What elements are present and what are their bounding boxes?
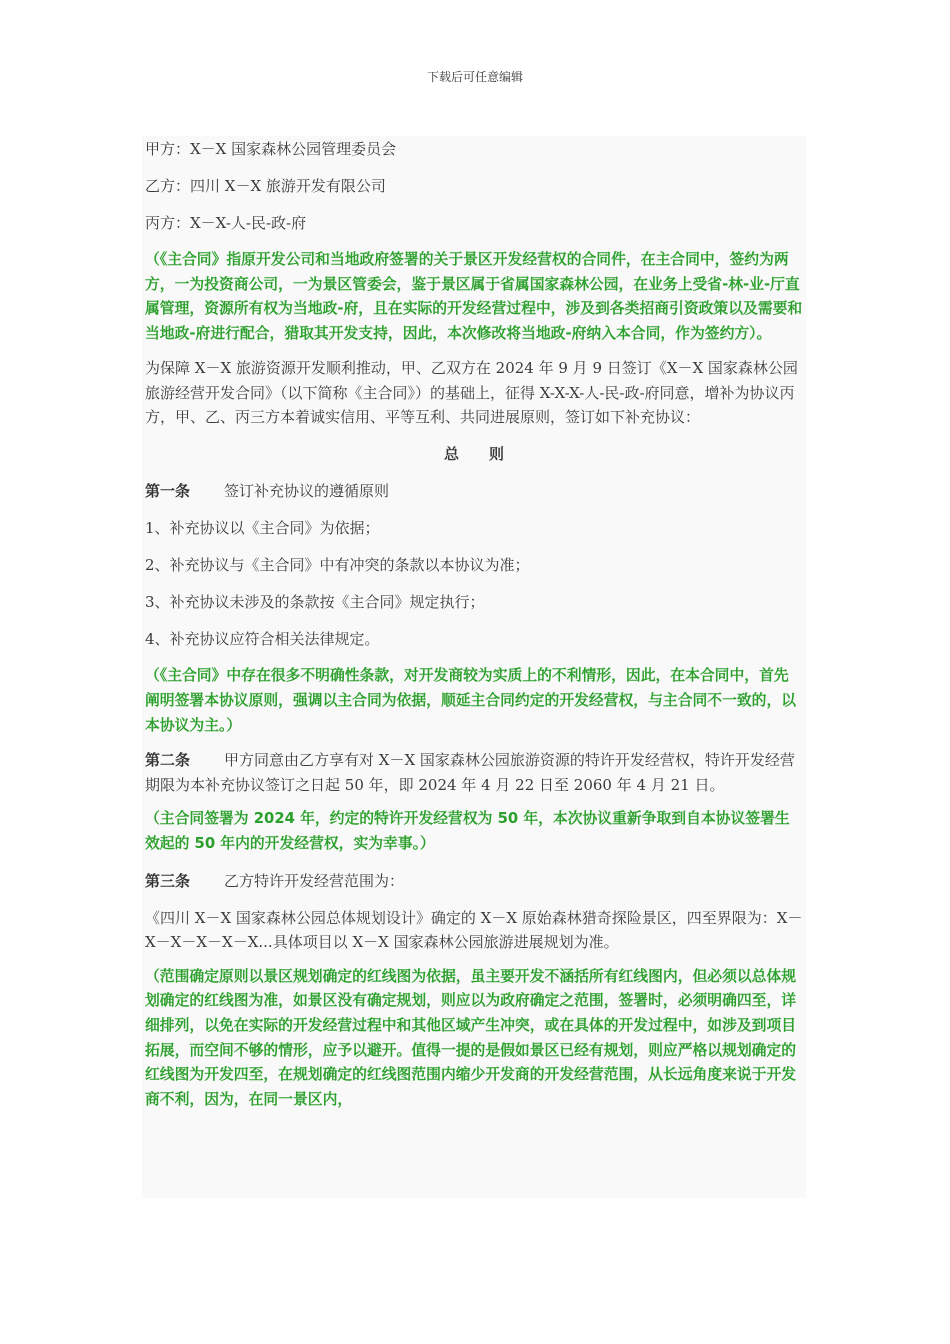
party-c: 丙方：X－X-人-民-政-府: [145, 214, 307, 232]
section-title-char-2: 则: [489, 445, 505, 464]
note-principles: （《主合同》中存在很多不明确性条款，对开发商较为实质上的不利情形，因此，在本合同中，首先阐明签署本协议原则，强调以主合同为依据，顺延主合同约定的开发经营权，与主合同不一致的，以本协议为主。）: [145, 667, 797, 734]
article-1-title: 签订补充协议的遵循原则: [224, 482, 390, 501]
party-a: 甲方：X－X 国家森林公园管理委员会: [145, 140, 397, 158]
article-2-label: 第二条: [145, 751, 191, 770]
article-1-label: 第一条: [145, 482, 191, 501]
article-3-heading: [142, 869, 806, 894]
article-2: [142, 748, 806, 797]
article-1-item-1: 1、补充协议以《主合同》为依据；: [145, 519, 380, 538]
article-1-heading: [142, 479, 806, 504]
article-1-item-4: 4、补充协议应符合相关法律规定。: [145, 630, 380, 649]
article-2-text: 甲方同意由乙方享有对 X－X 国家森林公园旅游资源的特许开发经营权，特许开发经营期限为本补充协议签订之日起 50 年，即 2024 年 4 月 22 日至 2060 年 4 月 21 日。: [145, 751, 795, 794]
section-title: [142, 442, 806, 467]
article-1-item-2: 2、补充协议与《主合同》中有冲突的条款以本协议为准；: [145, 556, 530, 575]
article-3-text: 《四川 X－X 国家森林公园总体规划设计》确定的 X－X 原始森林猎奇探险景区，四至界限为：X－X－X－X－X－X...具体项目以 X－X 国家森林公园旅游进展规划为准。: [145, 908, 803, 952]
section-title-char-1: 总: [443, 445, 459, 464]
note-main-contract: （《主合同》指原开发公司和当地政府签署的关于景区开发经营权的合同件，在主合同中，签约为两方，一为投资商公司，一为景区管委会，鉴于景区属于省属国家森林公园，在业务上受省-林-业-厅直属管理，资源所有权为当地政-府，且在实际的开发经营过程中，涉及到各类招商引资政策以及需要和当地政-府进行配合，猎取其开发支持，因此，本次修改将当地政-府纳入本合同，作为签约方）。: [145, 251, 803, 342]
note-scope: （范围确定原则以景区规划确定的红线图为依据，虽主要开发不涵括所有红线图内，但必须以总体规划确定的红线图为准，如景区没有确定规划，则应以为政府确定之范围，签署时，必须明确四至，详细排列，以免在实际的开发经营过程中和其他区域产生冲突，或在具体的开发过程中，如涉及到项目拓展，而空间不够的情形，应予以避开。值得一提的是假如景区已经有规划，则应严格以规划确定的红线图为开发四至，在规划确定的红线图范围内缩少开发商的开发经营范围，从长远角度来说于开发商不利，因为，在同一景区内，: [145, 967, 797, 1108]
document-body: [142, 136, 806, 1198]
article-3-label: 第三条: [145, 871, 191, 890]
intro-paragraph: 为保障 X－X 旅游资源开发顺利推动，甲、乙双方在 2024 年 9 月 9 日签订《X－X 国家森林公园旅游经营开发合同》（以下简称《主合同》）的基础上，征得 X-X-X-人-民-政-府同意，增补为协议丙方，甲、乙、丙三方本着诚实信用、平等互利、共同进展原则，签订如下补充协议：: [145, 359, 798, 427]
party-b: 乙方：四川 X－X 旅游开发有限公司: [145, 177, 386, 195]
note-term: （主合同签署为 2024 年，约定的特许开发经营权为 50 年，本次协议重新争取到自本协议签署生效起的 50 年内的开发经营权，实为幸事。）: [145, 810, 790, 852]
page-header-note: 下载后可任意编辑: [426, 70, 523, 84]
article-1-item-3: 3、补充协议未涉及的条款按《主合同》规定执行；: [145, 593, 485, 612]
article-3-title: 乙方特许开发经营范围为：: [224, 871, 405, 890]
